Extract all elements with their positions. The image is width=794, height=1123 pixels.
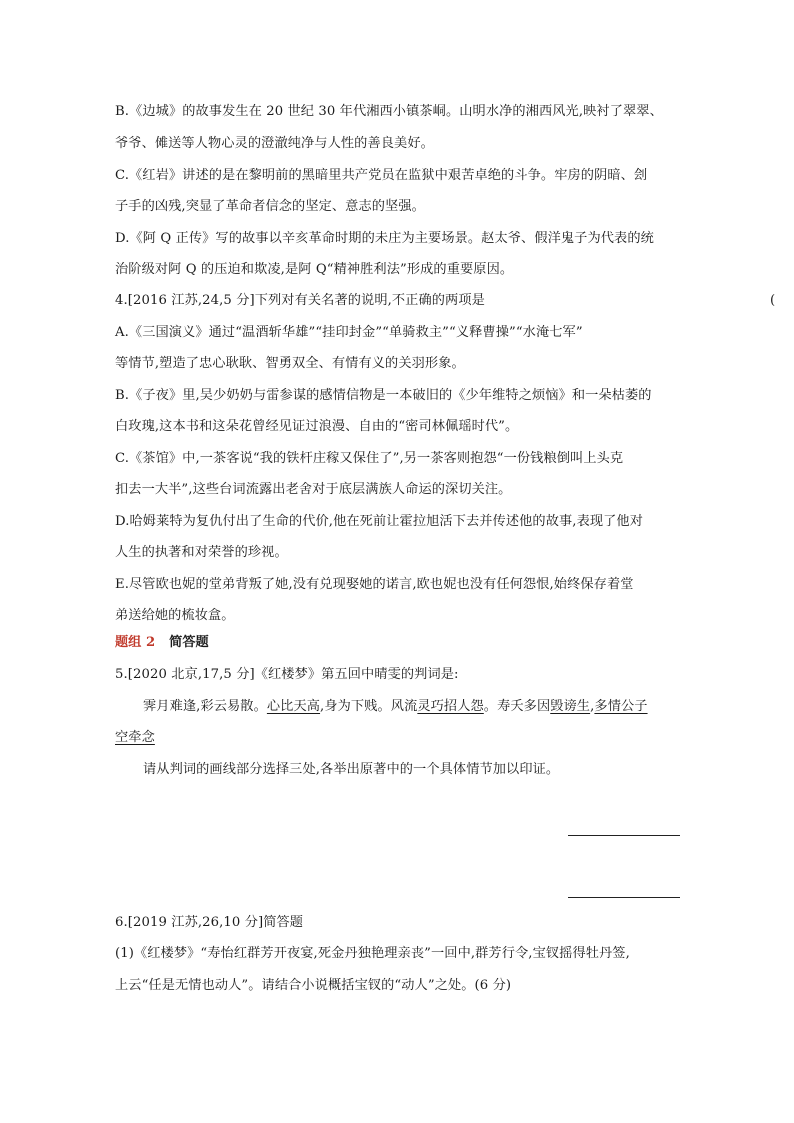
option-c-line-1: C.《红岩》讲述的是在黎明前的黑暗里共产党员在监狱中艰苦卓绝的斗争。牢房的阴暗、刽	[115, 168, 648, 183]
poem-line-1	[143, 697, 713, 717]
option-b-line-1: B.《边城》的故事发生在 20 世纪 30 年代湘西小镇茶峒。山明水净的湘西风光,映衬了翠翠、	[115, 104, 663, 119]
option-d-line-1: D.《阿 Q 正传》写的故事以辛亥革命时期的未庄为主要场景。赵太爷、假洋鬼子为代表的统	[115, 231, 654, 246]
q4-option-d-line-1: D.哈姆莱特为复仇付出了生命的代价,他在死前让霍拉旭活下去并传述他的故事,表现了他对	[115, 514, 643, 529]
poem-text: 。寿夭多因	[483, 699, 551, 714]
section-heading	[115, 633, 209, 653]
poem-underlined-phrase: 灵巧招人怨	[417, 699, 484, 714]
poem-text: ,	[590, 699, 595, 714]
section-tag: 题组 2	[115, 635, 156, 650]
poem-line-2	[115, 728, 685, 748]
option-d-line-2: 治阶级对阿 Q 的压迫和欺凌,是阿 Q“精神胜利法”形成的重要原因。	[115, 262, 514, 277]
q4-option-b-line-1: B.《子夜》里,吴少奶奶与雷参谋的感情信物是一本破旧的《少年维特之烦恼》和一朵枯萎的	[115, 388, 652, 403]
q4-option-a-line-2: 等情节,塑造了忠心耿耿、智勇双全、有情有义的关羽形象。	[115, 356, 465, 371]
question-6-stem: 6.[2019 江苏,26,10 分]简答题	[115, 915, 304, 930]
poem-underlined-phrase: 多情公子	[594, 699, 648, 714]
option-b-line-2: 爷爷、傩送等人物心灵的澄澈纯净与人性的善良美好。	[115, 136, 434, 151]
poem-text: 霁月难逢,彩云易散。	[143, 699, 267, 714]
question-6-part-1-line-2: 上云“任是无情也动人”。请结合小说概括宝钗的“动人”之处。(6 分)	[115, 978, 512, 993]
q4-option-e-line-2: 弟送给她的梳妆盒。	[115, 608, 235, 623]
poem-underlined-phrase: 心比天高	[266, 699, 321, 714]
poem-text: ,身为下贱。风流	[320, 699, 418, 714]
question-4-stem: 4.[2016 江苏,24,5 分]下列对有关名著的说明,不正确的两项是	[115, 293, 485, 308]
q4-option-c-line-1: C.《茶馆》中,一茶客说“我的铁杆庄稼又保住了”,另一茶客则抱怨“一份钱粮倒叫上头克	[115, 451, 624, 466]
q4-option-b-line-2: 白玫瑰,这本书和这朵花曾经见证过浪漫、自由的“密司林佩瑶时代”。	[115, 419, 519, 434]
question-6-part-1-line-1: (1)《红楼梦》“寿怡红群芳开夜宴,死金丹独艳理亲丧”一回中,群芳行令,宝钗摇得牡丹签,	[115, 946, 630, 961]
poem-underlined-phrase: 空牵念	[115, 730, 155, 745]
answer-paren: (	[770, 293, 776, 308]
question-5-instruction: 请从判词的画线部分选择三处,各举出原著中的一个具体情节加以印证。	[143, 762, 560, 777]
section-title: 简答题	[169, 635, 209, 650]
answer-line[interactable]	[568, 897, 680, 898]
q4-option-e-line-1: E.尽管欧也妮的堂弟背叛了她,没有兑现娶她的诺言,欧也妮也没有任何怨恨,始终保存着堂	[115, 577, 634, 592]
q4-option-c-line-2: 扣去一大半”,这些台词流露出老舍对于底层满族人命运的深切关注。	[115, 482, 512, 497]
poem-underlined-phrase: 毁谤生	[550, 699, 591, 714]
option-c-line-2: 子手的凶残,突显了革命者信念的坚定、意志的坚强。	[115, 199, 425, 214]
question-5-stem: 5.[2020 北京,17,5 分]《红楼梦》第五回中晴雯的判词是:	[115, 667, 459, 682]
q4-option-a-line-1: A.《三国演义》通过“温酒斩华雄”“挂印封金”“单骑救主”“义释曹操”“水淹七军”	[115, 325, 583, 340]
answer-line[interactable]	[568, 835, 680, 836]
q4-option-d-line-2: 人生的执著和对荣誉的珍视。	[115, 545, 288, 560]
